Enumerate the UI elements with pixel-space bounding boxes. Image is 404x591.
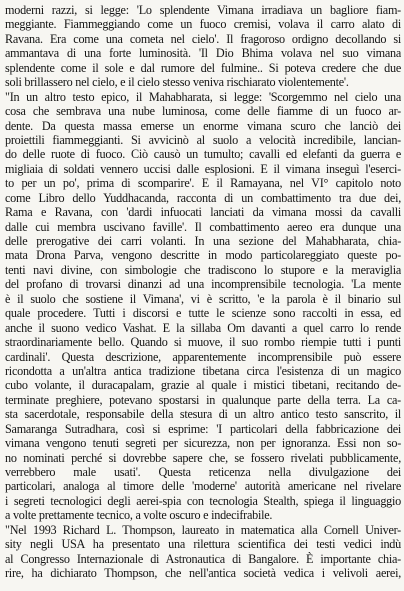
text-line: particolari, analoga al timore delle 'moderne' autorità americane nel rivelare — [5, 479, 401, 494]
text-line: cubo volante, il duracapalam, grazie al quale i mistici tibetani, recitando de- — [5, 378, 401, 393]
text-line: del profano di trovarsi dinanzi ad una incomprensibile tecnologia. 'La mente — [5, 277, 401, 292]
text-line: soli brillassero nel cielo, e il cielo stesso veniva rischiarato violentemente'. — [5, 75, 349, 90]
text-line: dalle cui membra uscivano faville'. Il combattimento aereo era dunque una — [5, 219, 401, 234]
text-line: quale procedere. Tutti i discorsi e tutte le scienze sono raccolti in essa, ed — [5, 306, 401, 321]
text-line: terminate preghiere, potevano spostarsi in qualunque parte della terra. La ca- — [5, 392, 401, 407]
text-line: come Libro dello Yuddhacanda, racconta di un combattimento tra due dei, — [5, 190, 401, 205]
text-line: meggiante. Fiammeggiando come un fuoco cremisi, volava il carro alato di — [5, 17, 401, 32]
text-line: Samaranga Sutradhara, così si esprime: 'I particolari della fabbricazione dei — [5, 421, 401, 436]
text-line: verrebbero male usati'. Questa reticenza nella divulgazione dei — [5, 465, 401, 479]
text-line: dente. Da questa massa emerse un enorme vimana scuro che lanciò dei — [5, 118, 401, 133]
text-line: i segreti tecnologici degli aerei-spia con tecnologia Stealth, spiega il linguaggio — [5, 493, 401, 508]
text-line: no nominati perché si dovrebbe sapere che, se fossero rivelati pubblicamente, — [5, 450, 401, 465]
text-line: splendente come il sole e dal rumore del fulmine.. Si poteva credere che due — [5, 60, 401, 75]
text-line: proiettili fiammeggianti. Si avvicinò al suolo a velocità incredibile, lancian- — [5, 132, 401, 147]
text-line: do delle ruote di fuoco. Ciò causò un tumulto; cavalli ed elefanti da guerra e — [5, 147, 401, 162]
text-line: sta sacerdotale, responsabile della stesura di un altro antico testo sanscrito, il — [5, 407, 401, 422]
text-line: to per un po', prima di scomparire'. E il Ramayana, nel VI° capitolo noto — [5, 176, 401, 191]
text-line: Ravana. Era come una cometa nel cielo'. Il fragoroso ordigno decollando si — [5, 31, 401, 46]
text-line: sity negli USA ha presentato una rilettura scientifica dei testi vedici indù — [5, 537, 401, 552]
text-line: vimana vengono tenuti segreti per sicurezza, non per ignoranza. Essi non so- — [5, 436, 401, 451]
text-line: rire, ha dichiarato Thompson, che nell'antica società vedica i velivoli aerei, — [5, 566, 401, 581]
text-line: mata Drona Parva, vengono descritte in modo particolareggiato queste po- — [5, 248, 401, 263]
text-line: migliaia di soldati vennero uccisi dalle esplosioni. E il vimana inseguì l'eserci- — [5, 161, 401, 176]
text-line: Rama e Ravana, con 'dardi infuocati lanciati da vimana mossi da cavalli — [5, 205, 401, 220]
text-line: tenti navi divine, con simbologie che tradiscono lo stupore e la meraviglia — [5, 262, 401, 277]
text-line: moderni razzi, si legge: 'Lo splendente Vimana irradiava un bagliore fiam- — [5, 3, 401, 17]
text-line: al Congresso Internazionale di Astronautica di Bangalore. È importante chia- — [5, 551, 401, 566]
text-line: è il suolo che sostiene il Vimana', vi è scritto, 'e la parola è il binario sul — [5, 291, 401, 306]
text-line: anche il suono vedico Vashat. E la sillaba Om davanti a quel carro lo rende — [5, 320, 401, 335]
text-line: straordinariamente bello. Quando si muove, il suo rombo riempie tutti i punti — [5, 335, 401, 350]
text-line: ricondotta a un'altra antica tradizione tibetana circa l'esistenza di un magico — [5, 363, 401, 378]
text-line: delle prerogative dei carri volanti. In una sezione del Mahabharata, chia- — [5, 234, 401, 248]
text-line: a volte prettamente tecnico, a volte oscuro e indecifrabile. — [5, 508, 273, 523]
text-line: ammantava di una forte luminosità. 'Il Dio Bhima volava nel suo vimana — [5, 46, 401, 61]
text-line: "In un altro testo epico, il Mahabharata, si legge: 'Scorgemmo nel cielo una — [5, 89, 401, 104]
text-line: cardinali'. Questa descrizione, apparentemente incomprensibile può essere — [5, 349, 401, 364]
text-line: "Nel 1993 Richard L. Thompson, laureato in matematica alla Cornell Univer- — [5, 522, 401, 537]
text-line: cosa che sembrava una nube luminosa, come delle fiamme di un fuoco ar- — [5, 104, 401, 119]
